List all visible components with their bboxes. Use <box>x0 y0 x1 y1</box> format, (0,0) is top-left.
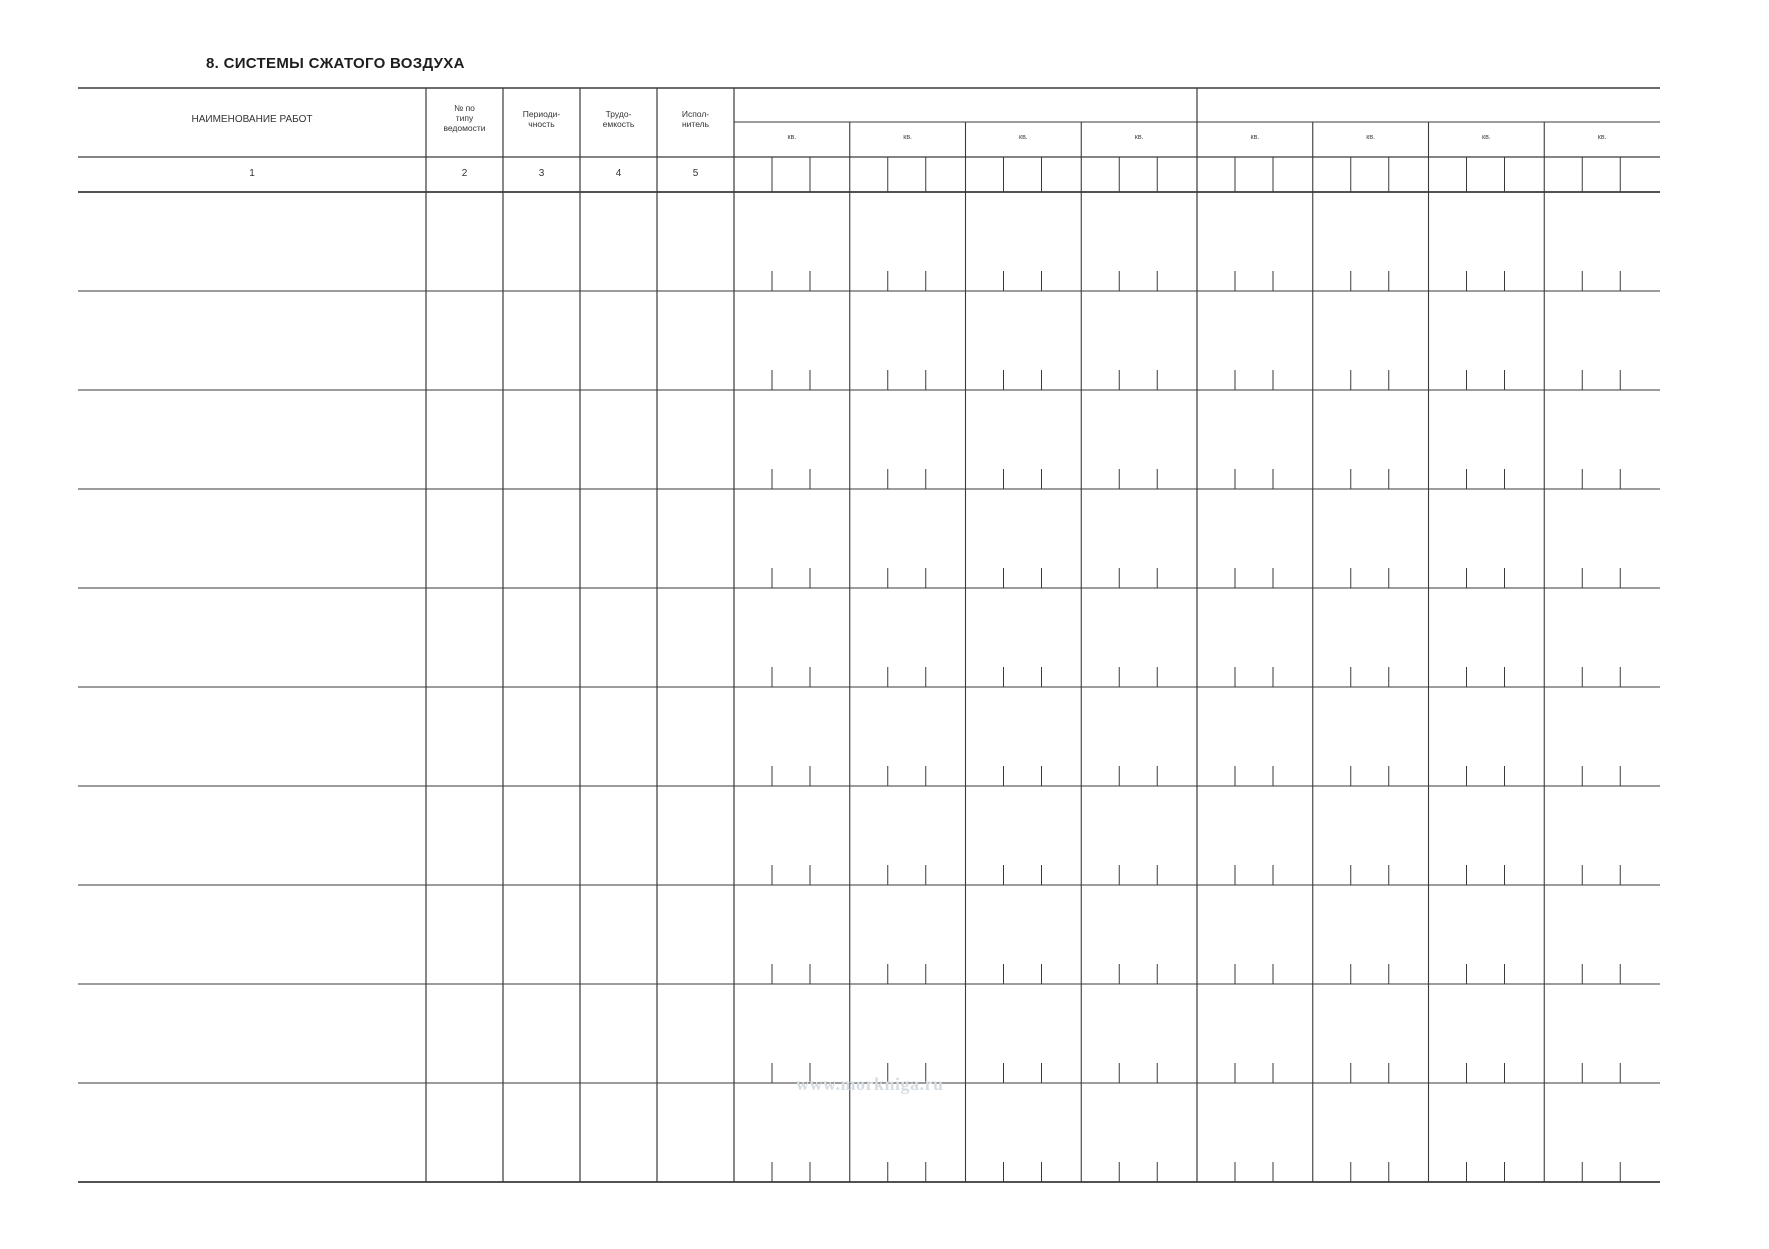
quarter-label: кв. <box>1250 134 1260 141</box>
quarter-label: кв. <box>787 134 797 141</box>
header-labor-intensity: Трудо- емкость <box>602 109 635 129</box>
column-number-5: 5 <box>692 168 699 179</box>
column-number-4: 4 <box>615 168 622 179</box>
header-work-name: НАИМЕНОВАНИЕ РАБОТ <box>191 114 313 125</box>
quarter-label: кв. <box>1019 134 1028 141</box>
quarter-label: кв. <box>1597 134 1607 141</box>
header-executor: Испол- нитель <box>681 109 710 129</box>
watermark: www.morkniga.ru <box>796 1074 944 1094</box>
header-periodicity: Периоди- чность <box>522 109 561 129</box>
column-number-3: 3 <box>538 168 545 179</box>
quarter-label: кв. <box>1366 134 1375 141</box>
header-doc-number: № по типу ведомости <box>443 103 486 133</box>
quarter-label: кв. <box>903 134 912 141</box>
column-number-2: 2 <box>461 168 468 179</box>
quarter-label: кв. <box>1482 134 1491 141</box>
column-number-1: 1 <box>249 168 255 179</box>
section-title: 8. СИСТЕМЫ СЖАТОГО ВОЗДУХА <box>206 55 465 72</box>
quarter-label: кв. <box>1134 134 1144 141</box>
